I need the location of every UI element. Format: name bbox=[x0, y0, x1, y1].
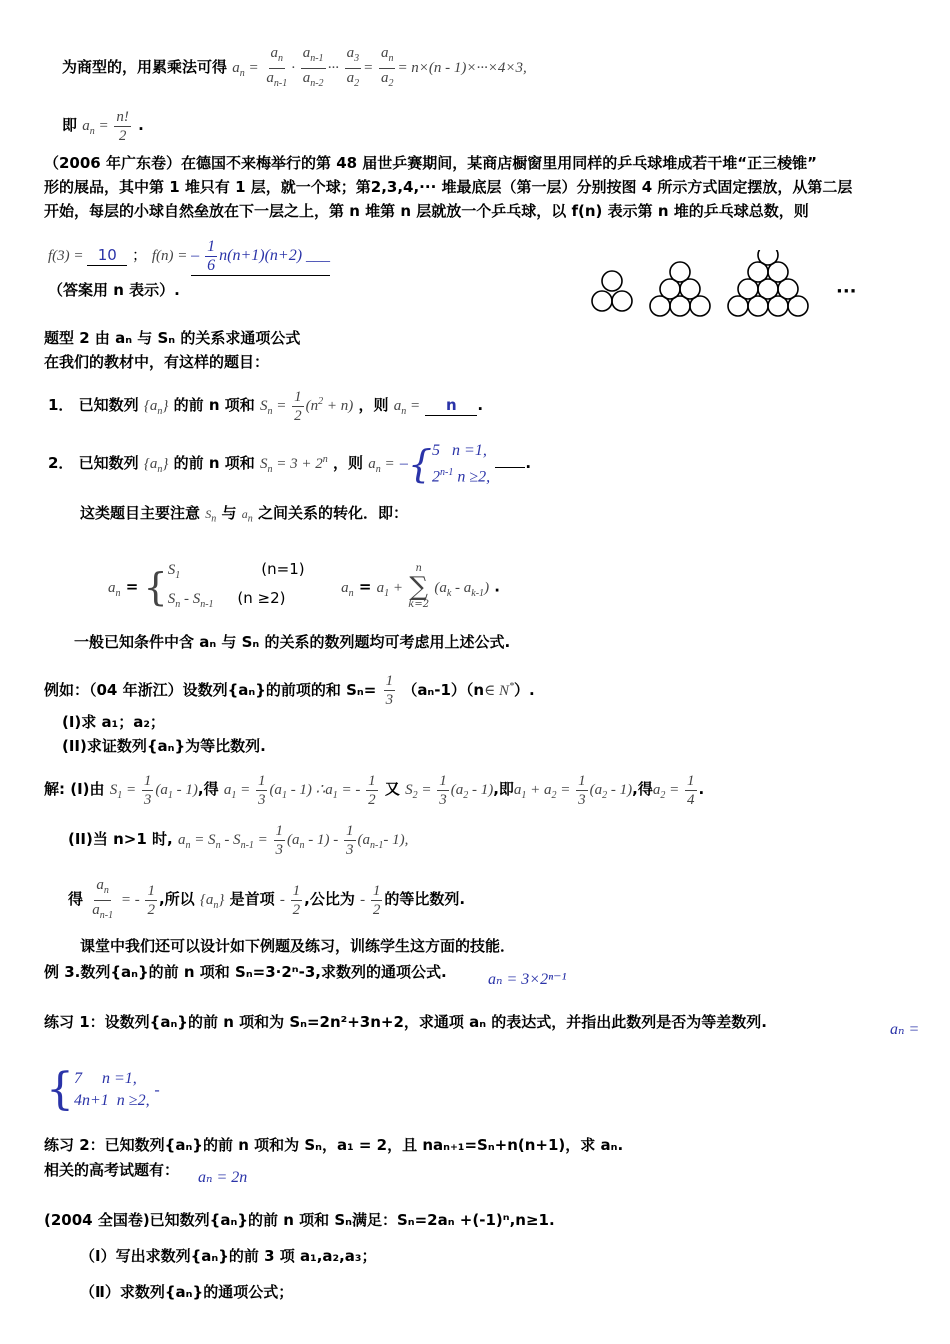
paragraph-text: 之间关系的转化．即： bbox=[257, 504, 408, 522]
paragraph-text: （2006 年广东卷）在德国不来梅举行的第 48 届世乒赛期间，某商店橱窗里用同样的乒乓球堆成若干堆“正三棱锥” bbox=[44, 154, 818, 172]
ball bbox=[768, 296, 788, 316]
paragraph-text: ,得 bbox=[632, 779, 653, 798]
paragraph-text: 练习 2：已知数列{aₙ}的前 n 项和为 Sₙ，a₁ = 2，且 naₙ₊₁=Sₙ+n(n+1)，求 aₙ. bbox=[44, 1136, 624, 1154]
paragraph-text: （aₙ-1）（n bbox=[402, 681, 485, 699]
question-1: 1． 已知数列 $\{a_n\}$ 的前 n 项和 $S_n$ = $\frac{1}{2}$ $(n^2 + n)$ ，则 $a_n = n$ . bbox=[48, 389, 484, 424]
ball bbox=[650, 296, 670, 316]
paragraph-text: 是首项 bbox=[229, 889, 275, 908]
paragraph-text: 开始，每层的小球自然垒放在下一层之上，第 n 堆第 n 层就放一个乒乓球，以 f(n) 表示第 n 堆的乒乓球总数，则 bbox=[44, 202, 809, 220]
ball bbox=[612, 291, 632, 311]
paragraph-text: 1． 已知数列 bbox=[48, 395, 139, 414]
paragraph-text: 得 bbox=[68, 889, 84, 908]
paragraph-text: 又 bbox=[384, 779, 400, 798]
q2-answer: –{ 5 n =1, 2$^{n-1}$ n ≥2, bbox=[399, 442, 491, 487]
paragraph-text: 这类题目主要注意 bbox=[80, 504, 201, 522]
paragraph-text: 解: (I)由 bbox=[44, 779, 105, 798]
f3-label: f(3) = bbox=[48, 248, 88, 265]
section-heading: 题型 2 由 aₙ 与 Sₙ 的关系求通项公式 bbox=[44, 329, 301, 347]
case-n2: (n ≥2) bbox=[237, 589, 286, 607]
paragraph-text: 例如：（04 年浙江）设数列{aₙ}的前项的和 Sₙ= bbox=[44, 681, 377, 699]
fn-answer: – $\frac{1}{6}$ n(n+1)(n+2) ___ bbox=[191, 238, 331, 274]
pr1-case-2: 4n+1 n ≥2, bbox=[74, 1092, 150, 1109]
paragraph-text: 的前 n 项和 bbox=[173, 395, 255, 414]
paragraph-text: (II)当 n>1 时, bbox=[68, 829, 173, 848]
paragraph-text: （Ⅰ）写出求数列{aₙ}的前 3 项 a₁,a₂,a₃； bbox=[80, 1247, 377, 1265]
ball bbox=[592, 291, 612, 311]
solution-line-3: 得 $\frac{a_n}{a_{n-1}}$ = - $\frac{1}{2}$ ,所以 $\{a_n\}$ 是首项 - $\frac{1}{2}$ ,公比为 - $\frac{1}{2}$ 的等比数列. bbox=[68, 877, 466, 921]
text-line bbox=[62, 44, 527, 93]
paragraph-text: 形的展品，其中第 1 堆只有 1 层，就一个球；第2,3,4,··· 堆最底层（第一层）分别按图 4 所示方式固定摆放，从第二层 bbox=[44, 178, 853, 196]
paragraph-text: ,即 bbox=[493, 779, 514, 798]
paragraph-text: 为商型的，用累乘法可得 bbox=[62, 57, 228, 76]
paragraph-text: 在我们的教材中，有这样的题目： bbox=[44, 353, 270, 371]
math-product-formula: $a_n$ = $\frac{a_n}{a_{n-1}}$ · $\frac{a_{n-1}}{a_{n-2}}$ ··· $\frac{a_3}{a_2}$ = $\frac{a_n}{a_2}$ = n×(n - 1)×···×4×3, bbox=[232, 45, 527, 89]
case-n1: (n=1) bbox=[261, 560, 305, 578]
ex3-answer: aₙ = 3×2ⁿ⁻¹ bbox=[488, 971, 567, 988]
ball bbox=[788, 296, 808, 316]
pr2-answer: aₙ = 2n bbox=[198, 1169, 248, 1186]
paragraph-text: ，则 bbox=[332, 453, 363, 472]
paragraph-text: 的等比数列. bbox=[384, 889, 466, 908]
an-sn-formula: $a_n$ = { $S_1$ (n=1) $S_n - S_{n-1}$ (n ≥2) $a_n = a_1$ + n ∑ k=2 $(a_k - a_{k-1})$ . bbox=[108, 560, 500, 610]
question-2: 2． 已知数列 $\{a_n\}$ 的前 n 项和 $S_n = 3 + 2^n$ ，则 $a_n$ = –{ 5 n =1, 2$^{n-1}$ n ≥2, . bbox=[48, 442, 532, 487]
ball bbox=[690, 296, 710, 316]
paragraph-text: (II)求证数列{aₙ}为等比数列. bbox=[62, 737, 266, 755]
paragraph-text: ，则 bbox=[358, 395, 389, 414]
paragraph-text: 一般已知条件中含 aₙ 与 Sₙ 的关系的数列题均可考虑用上述公式. bbox=[74, 633, 511, 651]
ball bbox=[728, 296, 748, 316]
ball bbox=[602, 271, 622, 291]
paragraph-text: 练习 1：设数列{aₙ}的前 n 项和为 Sₙ=2n²+3n+2，求通项 aₙ 的表达式，并指出此数列是否为等差数列. bbox=[44, 1013, 767, 1031]
note-line: 这类题目主要注意 $S_n$ 与 $a_n$ 之间关系的转化．即： bbox=[80, 504, 408, 525]
text-line: 即 $a_n$ = $\frac{n!}{2}$ . bbox=[62, 109, 144, 144]
paragraph-text: (I)求 a₁；a₂； bbox=[62, 713, 165, 731]
f3-answer: 10 bbox=[87, 245, 127, 266]
paragraph-text: 的前 n 项和 bbox=[173, 453, 255, 472]
paragraph-text: ,得 bbox=[197, 779, 219, 798]
paragraph-text: （Ⅱ）求数列{aₙ}的通项公式； bbox=[80, 1283, 294, 1301]
paragraph-text: 与 bbox=[221, 504, 237, 522]
paragraph-text: 课堂中我们还可以设计如下例题及练习，训练学生这方面的技能． bbox=[80, 937, 516, 955]
ball bbox=[670, 296, 690, 316]
paragraph-text: ,公比为 bbox=[304, 889, 355, 908]
paragraph-text: ,所以 bbox=[158, 889, 195, 908]
example-line: 例如：（04 年浙江）设数列{aₙ}的前项的和 Sₙ= $\frac{1}{3}$ （aₙ-1）（n∈ N*）. bbox=[44, 673, 535, 708]
answer-line: f(3) = 10 ； f(n) = – $\frac{1}{6}$ n(n+1)(n+2) ___ bbox=[48, 238, 331, 274]
pr1-answer-cases: { 7 n =1, 4n+1 n ≥2, - bbox=[46, 1064, 160, 1115]
fn-label: f(n) = bbox=[151, 248, 192, 265]
paragraph-text: 即 bbox=[62, 115, 78, 134]
paragraph-text: 2． 已知数列 bbox=[48, 453, 139, 472]
pr1-answer-lhs: aₙ = bbox=[890, 1021, 920, 1038]
figure-ellipsis: ··· bbox=[836, 281, 857, 302]
q1-answer: n bbox=[425, 395, 477, 416]
math-factorial: $a_n$ = $\frac{n!}{2}$ bbox=[82, 109, 129, 144]
ball bbox=[748, 296, 768, 316]
solution-line-2: (II)当 n>1 时, $a_n = S_n - S_{n-1}$ = $\frac{1}{3}$ $(a_n - 1)$ - $\frac{1}{3}$ ($a_{n-1}-$ 1), bbox=[68, 823, 409, 858]
paragraph-text: ）. bbox=[513, 681, 535, 699]
paragraph-text: 例 3.数列{aₙ}的前 n 项和 Sₙ=3·2ⁿ-3,求数列的通项公式. bbox=[44, 963, 447, 981]
paragraph-text: 相关的高考试题有： bbox=[44, 1161, 180, 1179]
paragraph-text: （答案用 n 表示）. bbox=[48, 281, 180, 299]
solution-line-1: 解: (I)由 $S_1$ = $\frac{1}{3}$ $(a_1 - 1)$,得 $a_1$ = $\frac{1}{3}$ $(a_1 - 1)$ $\therefore a_1$ = - $\frac{1}{2}$ 又 $S_2$ = $\frac{1}{3}$ $(a_2 - 1)$,即$a_1 + a_2$ = $\frac{1}{3}$ $(a_2 - 1)$,得$a_2$ = $\frac{1}{4}$ . bbox=[44, 773, 705, 808]
paragraph-text: (2004 全国卷)已知数列{aₙ}的前 n 项和 Sₙ满足：Sₙ=2aₙ +(-1)ⁿ,n≥1. bbox=[44, 1211, 555, 1229]
pr1-case-1: 7 n =1, bbox=[74, 1070, 137, 1087]
